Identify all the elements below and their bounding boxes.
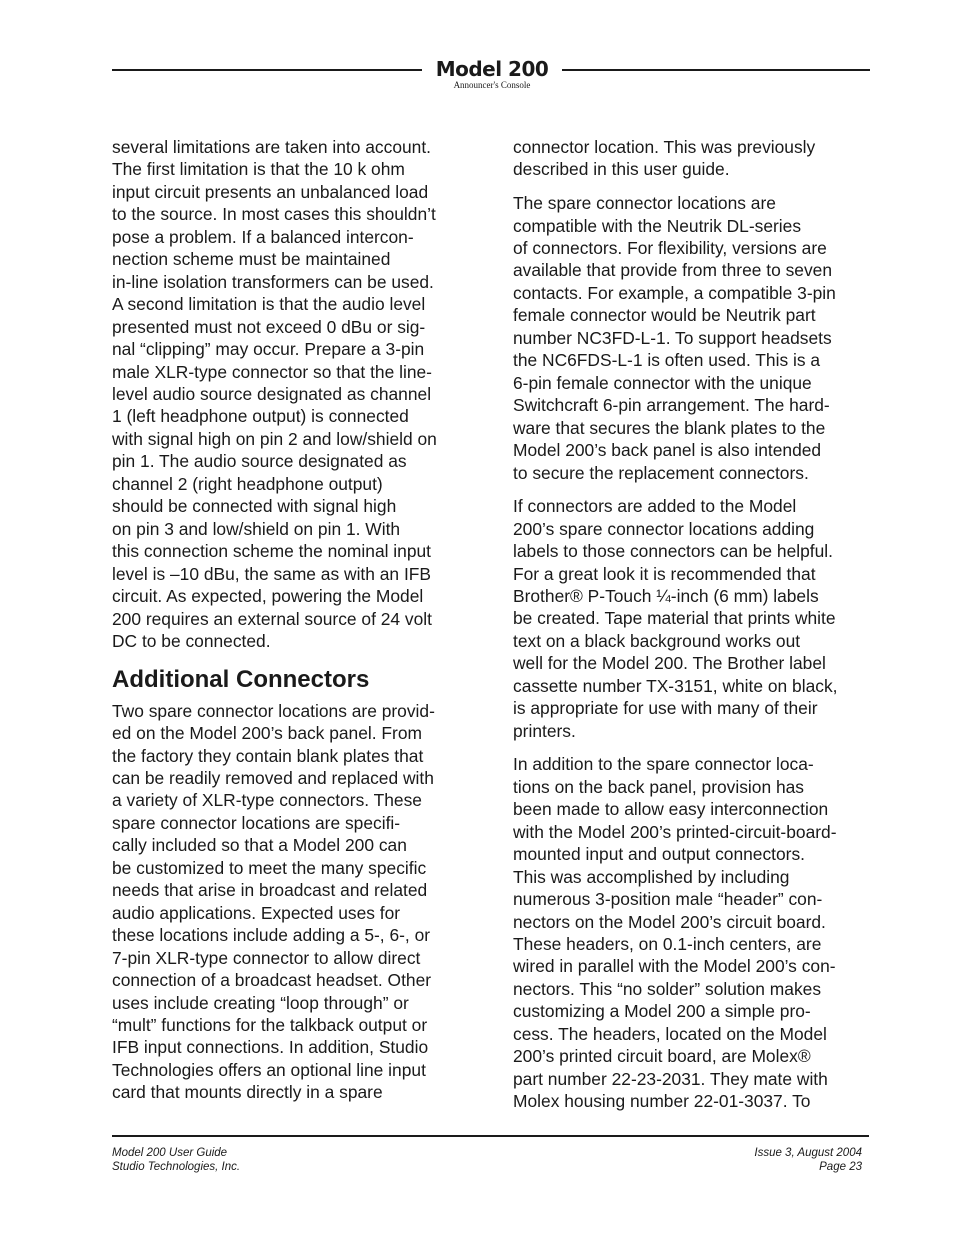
text-line: compatible with the Neutrik DL-series <box>513 215 802 236</box>
text-line: pin 1. The audio source designated as <box>112 451 407 472</box>
text-line: with the Model 200’s printed-circuit-board- <box>513 821 837 842</box>
text-line: cassette number TX-3151, white on black, <box>513 675 838 696</box>
text-line: Switchcraft 6-pin arrangement. The hard- <box>513 395 830 416</box>
text-line: with signal high on pin 2 and low/shield on <box>112 428 437 449</box>
header-rule-left <box>112 69 422 71</box>
text-line: DC to be connected. <box>112 630 271 651</box>
text-line: of connectors. For flexibility, versions are <box>513 238 827 258</box>
text-line: contacts. For example, a compatible 3-pin <box>513 282 836 303</box>
text-line: numerous 3-position male “header” con- <box>513 889 823 910</box>
text-line: in-line isolation transformers can be used. <box>112 271 434 292</box>
text-line: Two spare connector locations are provid- <box>112 700 435 721</box>
left-paragraph-1 <box>112 136 474 652</box>
text-line: female connector would be Neutrik part <box>513 305 816 326</box>
text-line: the NC6FDS-L-1 is often used. This is a <box>513 350 821 371</box>
footer-page-number: Page 23 <box>819 1161 862 1173</box>
text-line: ed on the Model 200’s back panel. From <box>112 723 422 744</box>
text-line: A second limitation is that the audio level <box>112 294 426 315</box>
text-line: is appropriate for use with many of their <box>513 698 818 719</box>
text-line: The first limitation is that the 10 k ohm <box>112 159 405 180</box>
right-paragraph-4 <box>513 753 875 1112</box>
text-line: well for the Model 200. The Brother label <box>513 653 826 674</box>
text-line: be created. Tape material that prints white <box>513 608 836 629</box>
text-line: tions on the back panel, provision has <box>513 776 804 797</box>
text-line: 200 requires an external source of 24 volt <box>112 608 432 629</box>
text-line: the factory they contain blank plates that <box>112 745 424 766</box>
left-column <box>112 136 474 1115</box>
text-line: level is –10 dBu, the same as with an IFB <box>112 563 431 584</box>
text-line: mounted input and output connectors. <box>513 844 805 865</box>
text-line: number NC3FD-L-1. To support headsets <box>513 327 832 348</box>
text-line: several limitations are taken into account. <box>112 137 431 157</box>
right-paragraph-1 <box>513 136 875 181</box>
text-line: nection scheme must be maintained <box>112 249 391 270</box>
text-line: part number 22-23-2031. They mate with <box>513 1068 828 1089</box>
text-line: pose a problem. If a balanced intercon- <box>112 226 414 247</box>
text-line: connection of a broadcast headset. Other <box>112 970 432 991</box>
text-line: presented must not exceed 0 dBu or sig- <box>112 316 426 337</box>
text-line: to the source. In most cases this shouldn’t <box>112 204 436 225</box>
text-line: IFB input connections. In addition, Studio <box>112 1037 429 1058</box>
footer-company: Studio Technologies, Inc. <box>112 1161 241 1173</box>
text-line: cess. The headers, located on the Model <box>513 1023 827 1044</box>
text-line: labels to those connectors can be helpful. <box>513 541 834 562</box>
text-line: to secure the replacement connectors. <box>513 462 809 483</box>
text-line: connector location. This was previously <box>513 137 816 157</box>
text-line: card that mounts directly in a spare <box>112 1082 383 1103</box>
text-line: described in this user guide. <box>513 159 730 180</box>
text-line: ware that secures the blank plates to the <box>513 417 826 438</box>
text-line: available that provide from three to seven <box>513 260 833 281</box>
right-paragraph-2 <box>513 192 875 484</box>
footer-left <box>112 1146 240 1174</box>
text-line: cally included so that a Model 200 can <box>112 835 407 856</box>
header-rule-right <box>562 69 870 71</box>
text-line: spare connector locations are specifi- <box>112 812 401 833</box>
text-line: male XLR-type connector so that the line- <box>112 361 432 382</box>
header-title: Model 200 <box>435 57 549 81</box>
text-line: level audio source designated as channel <box>112 383 432 404</box>
text-line: Brother® P-Touch ¼-inch (6 mm) labels <box>513 585 819 606</box>
text-line: printers. <box>513 720 576 741</box>
text-line: should be connected with signal high <box>112 496 397 517</box>
right-paragraph-3 <box>513 495 875 742</box>
right-column <box>513 136 875 1124</box>
header-subtitle: Announcer's Console <box>453 80 531 90</box>
text-line: a variety of XLR-type connectors. These <box>112 790 422 811</box>
text-line: Molex housing number 22-01-3037. To <box>513 1091 811 1112</box>
text-line: audio applications. Expected uses for <box>112 902 401 923</box>
section-heading: Additional Connectors <box>112 665 370 693</box>
footer-guide-title: Model 200 User Guide <box>112 1147 228 1159</box>
left-paragraph-2 <box>112 700 474 1104</box>
text-line: these locations include adding a 5-, 6-, or <box>112 925 431 946</box>
text-line: on pin 3 and low/shield on pin 1. With <box>112 518 401 539</box>
text-line: This was accomplished by including <box>513 866 790 887</box>
text-line: input circuit presents an unbalanced load <box>112 181 429 202</box>
text-line: can be readily removed and replaced with <box>112 767 434 788</box>
text-line: The spare connector locations are <box>513 193 776 214</box>
footer-right <box>754 1146 862 1174</box>
text-line: Technologies offers an optional line input <box>112 1059 426 1080</box>
text-line: For a great look it is recommended that <box>513 563 816 584</box>
text-line: this connection scheme the nominal input <box>112 541 432 562</box>
footer-issue: Issue 3, August 2004 <box>754 1147 862 1159</box>
footer-rule <box>112 1135 869 1137</box>
text-line: circuit. As expected, powering the Model <box>112 586 424 607</box>
text-line: nal “clipping” may occur. Prepare a 3-pin <box>112 339 425 360</box>
text-line: text on a black background works out <box>513 630 801 651</box>
text-line: 200’s printed circuit board, are Molex® <box>513 1046 811 1067</box>
text-line: nectors. This “no solder” solution makes <box>513 978 822 999</box>
text-line: If connectors are added to the Model <box>513 496 797 517</box>
text-line: be customized to meet the many specific <box>112 857 427 878</box>
text-line: wired in parallel with the Model 200’s con- <box>513 956 836 977</box>
text-line: In addition to the spare connector loca- <box>513 754 814 775</box>
text-line: 6-pin female connector with the unique <box>513 372 812 393</box>
text-line: customizing a Model 200 a simple pro- <box>513 1001 811 1022</box>
text-line: 200’s spare connector locations adding <box>513 518 815 539</box>
text-line: needs that arise in broadcast and related <box>112 880 428 901</box>
text-line: 7-pin XLR-type connector to allow direct <box>112 947 421 968</box>
text-line: uses include creating “loop through” or <box>112 992 409 1013</box>
text-line: Model 200’s back panel is also intended <box>513 440 822 461</box>
header-brand <box>430 58 554 90</box>
text-line: been made to allow easy interconnection <box>513 799 829 820</box>
text-line: “mult” functions for the talkback output or <box>112 1014 428 1035</box>
text-line: nectors on the Model 200’s circuit board. <box>513 911 826 932</box>
text-line: 1 (left headphone output) is connected <box>112 406 409 427</box>
text-line: These headers, on 0.1-inch centers, are <box>513 933 822 954</box>
text-line: channel 2 (right headphone output) <box>112 473 383 494</box>
